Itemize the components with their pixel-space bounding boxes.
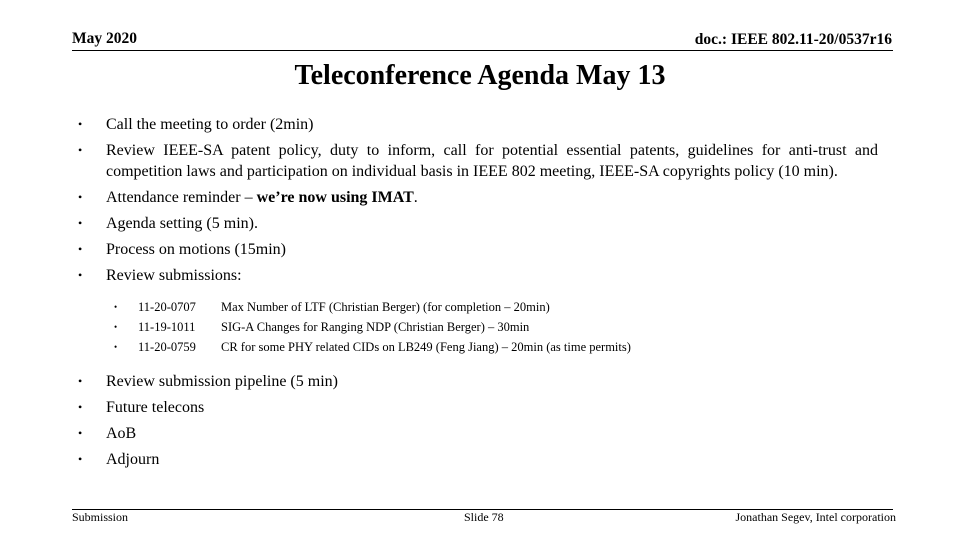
agenda-item (78, 140, 878, 182)
agenda-item (78, 265, 878, 286)
header-date: May 2020 (72, 30, 138, 47)
imat-emphasis: we’re now using IMAT (256, 189, 414, 206)
agenda-item-text: Review submissions: (106, 267, 242, 284)
agenda-item (78, 449, 878, 470)
submission-list (78, 297, 878, 357)
agenda-item-text: Adjourn (106, 451, 160, 468)
agenda-item-text: Review IEEE-SA patent policy, duty to inform, call for potential essential patents, guidelines for anti-trust and competition laws and participation on individual basis in IEEE 802 meeting, IEEE-SA copyrights policy (10 min). (106, 142, 878, 180)
submission-number: 11-20-0759 (138, 340, 196, 354)
agenda-item-text: Call the meeting to order (2min) (106, 116, 314, 133)
bullet-icon: • (78, 426, 83, 440)
bullet-icon: • (78, 242, 83, 256)
agenda-item (78, 423, 878, 444)
bullet-icon: • (114, 342, 118, 352)
agenda-item-text: Process on motions (15min) (106, 241, 286, 258)
bullet-icon: • (114, 302, 118, 312)
header-doc-id: doc.: IEEE 802.11-20/0537r16 (694, 31, 892, 48)
agenda-item-text: AoB (106, 425, 137, 442)
agenda-list (78, 114, 878, 475)
attendance-prefix: Attendance reminder – (106, 189, 257, 206)
agenda-item-text: Review submission pipeline (5 min) (106, 373, 338, 390)
bullet-icon: • (78, 216, 83, 230)
agenda-item (78, 239, 878, 260)
submission-item (78, 317, 878, 337)
bullet-icon: • (78, 117, 83, 131)
bullet-icon: • (78, 190, 83, 204)
agenda-item (78, 213, 878, 234)
submission-title: SIG-A Changes for Ranging NDP (Christian Berger) – 30min (221, 320, 530, 334)
bullet-icon: • (114, 322, 118, 332)
agenda-item (78, 371, 878, 392)
submission-title: CR for some PHY related CIDs on LB249 (Feng Jiang) – 20min (as time permits) (221, 340, 631, 354)
agenda-item (78, 397, 878, 418)
submission-item (78, 297, 878, 317)
attendance-suffix: . (413, 189, 418, 206)
bullet-icon: • (78, 143, 83, 157)
bullet-icon: • (78, 374, 83, 388)
footer-author: Jonathan Segev, Intel corporation (735, 510, 896, 524)
agenda-item (78, 114, 878, 135)
agenda-item-text (106, 187, 878, 208)
submission-item (78, 337, 878, 357)
agenda-item (78, 187, 878, 208)
submission-number: 11-19-1011 (138, 320, 196, 334)
bullet-icon: • (78, 400, 83, 414)
agenda-item-text: Future telecons (106, 399, 205, 416)
footer-slide-number: Slide 78 (464, 510, 504, 524)
bullet-icon: • (78, 452, 83, 466)
submission-title: Max Number of LTF (Christian Berger) (for completion – 20min) (221, 300, 550, 314)
agenda-item-text: Agenda setting (5 min). (106, 215, 258, 232)
header-divider (72, 50, 893, 51)
footer-submission: Submission (72, 510, 129, 524)
slide-title: Teleconference Agenda May 13 (294, 60, 666, 91)
bullet-icon: • (78, 268, 83, 282)
submission-number: 11-20-0707 (138, 300, 196, 314)
